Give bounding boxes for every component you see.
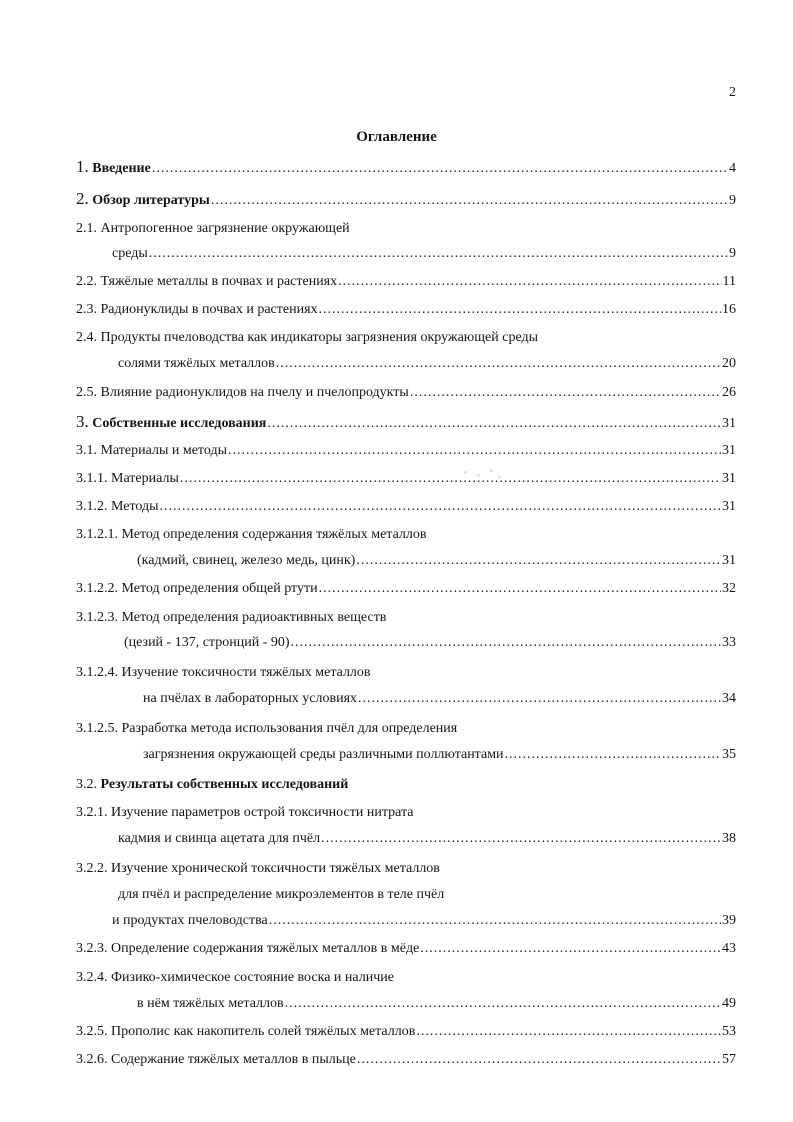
toc-leader-dots bbox=[420, 940, 721, 958]
toc-entry-line: 3.1.2.4. Изучение токсичности тяжёлых металлов bbox=[76, 665, 371, 680]
toc-entry-title: Введение bbox=[92, 161, 151, 176]
toc-entry-3-2-2 bbox=[112, 912, 736, 930]
toc-entry-3-2-3 bbox=[76, 940, 736, 958]
toc-entry-title: солями тяжёлых металлов bbox=[118, 356, 275, 371]
toc-entry-line: 3.1.2.1. Метод определения содержания тяжёлых металлов bbox=[76, 527, 427, 542]
toc-entry-3-1-2-5 bbox=[143, 746, 736, 764]
toc-entry-page: 31 bbox=[722, 443, 736, 458]
toc-entry-title: 3.1.2.2. Метод определения общей ртути bbox=[76, 581, 318, 596]
toc-entry-page: 49 bbox=[722, 996, 736, 1011]
toc-entry-2-5 bbox=[76, 384, 736, 402]
toc-entry-page: 38 bbox=[722, 831, 736, 846]
toc-entry-line: 2.1. Антропогенное загрязнение окружающей bbox=[76, 221, 350, 236]
toc-entry-title: 2.3. Радионуклиды в почвах и растениях bbox=[76, 302, 318, 317]
toc-entry-3-1-2-1 bbox=[137, 552, 736, 570]
toc-leader-dots bbox=[228, 442, 721, 460]
toc-entry-literature-review bbox=[76, 190, 736, 210]
toc-entry-page: 11 bbox=[722, 274, 736, 289]
toc-entry-3-1-2-3 bbox=[124, 634, 736, 652]
toc-entry-title: 2.5. Влияние радионуклидов на пчелу и пчелопродукты bbox=[76, 385, 409, 400]
toc-leader-dots bbox=[321, 830, 721, 848]
toc-entry-page: 31 bbox=[722, 499, 736, 514]
toc-entry-line: 3.2.1. Изучение параметров острой токсичности нитрата bbox=[76, 805, 414, 820]
toc-leader-dots bbox=[416, 1023, 721, 1041]
toc-entry-line: для пчёл и распределение микроэлементов в теле пчёл bbox=[118, 887, 445, 902]
toc-entry-line: 3.1.2.5. Разработка метода использования пчёл для определения bbox=[76, 721, 458, 736]
toc-leader-dots bbox=[358, 690, 721, 708]
toc-entry-3-2-5 bbox=[76, 1023, 736, 1041]
toc-entry-title: 3.2.6. Содержание тяжёлых металлов в пыльце bbox=[76, 1052, 356, 1067]
toc-entry-title: кадмия и свинца ацетата для пчёл bbox=[118, 831, 321, 846]
toc-entry-title: 3.1.2. Методы bbox=[76, 499, 159, 514]
toc-leader-dots bbox=[410, 384, 721, 402]
toc-entry-page: 53 bbox=[722, 1024, 736, 1039]
page-number: 2 bbox=[729, 85, 736, 100]
toc-entry-page: 9 bbox=[729, 246, 736, 261]
toc-leader-dots bbox=[285, 995, 721, 1013]
toc-leader-dots bbox=[356, 552, 721, 570]
toc-entry-3-1-2 bbox=[76, 498, 736, 516]
toc-entry-number: 1. bbox=[76, 157, 89, 176]
toc-entry-number: 3.2. bbox=[76, 777, 97, 792]
toc-entry-page: 20 bbox=[722, 356, 736, 371]
toc-entry-page: 9 bbox=[729, 193, 736, 208]
toc-entry-line: 3.2.4. Физико-химическое состояние воска и наличие bbox=[76, 970, 394, 985]
toc-entry-page: 57 bbox=[722, 1052, 736, 1067]
toc-leader-dots bbox=[357, 1051, 721, 1069]
toc-entry-3-1-2-2 bbox=[76, 580, 736, 598]
toc-entry-page: 33 bbox=[722, 635, 736, 650]
toc-entry-title: 3.2.3. Определение содержания тяжёлых металлов в мёде bbox=[76, 941, 420, 956]
toc-entry-page: 16 bbox=[722, 302, 736, 317]
toc-leader-dots bbox=[267, 415, 721, 433]
toc-leader-dots bbox=[149, 245, 728, 263]
toc-leader-dots bbox=[269, 912, 721, 930]
toc-entry-title: (цезий - 137, стронций - 90) bbox=[124, 635, 290, 650]
toc-leader-dots bbox=[505, 746, 721, 764]
toc-entry-title: Обзор литературы bbox=[92, 193, 210, 208]
toc-entry-page: 4 bbox=[729, 161, 736, 176]
toc-leader-dots bbox=[152, 160, 728, 178]
toc-entry-introduction bbox=[76, 158, 736, 178]
toc-entry-line: 2.4. Продукты пчеловодства как индикаторы загрязнения окружающей среды bbox=[76, 330, 539, 345]
toc-entry-3-2-1 bbox=[118, 830, 736, 848]
toc-entry-number: 2. bbox=[76, 189, 89, 208]
toc-entry-2-4 bbox=[118, 355, 736, 373]
toc-entry-page: 26 bbox=[722, 385, 736, 400]
toc-entry-page: 32 bbox=[722, 581, 736, 596]
toc-entry-3-2-6 bbox=[76, 1051, 736, 1069]
toc-entry-2-1 bbox=[112, 245, 736, 263]
toc-entry-3-1-1 bbox=[76, 470, 736, 488]
toc-leader-dots bbox=[291, 634, 721, 652]
toc-entry-page: 35 bbox=[722, 747, 736, 762]
toc-entry-number: 3. bbox=[76, 412, 89, 431]
toc-entry-title: среды bbox=[112, 246, 148, 261]
toc-entry-3-1 bbox=[76, 442, 736, 460]
toc-leader-dots bbox=[180, 470, 721, 488]
toc-leader-dots bbox=[276, 355, 721, 373]
toc-entry-3-2-4 bbox=[137, 995, 736, 1013]
toc-entry-title: на пчёлах в лабораторных условиях bbox=[143, 691, 358, 706]
scan-artifact bbox=[455, 466, 507, 482]
toc-entry-2-3 bbox=[76, 301, 736, 319]
toc-leader-dots bbox=[211, 192, 728, 210]
toc-entry-page: 43 bbox=[722, 941, 736, 956]
toc-leader-dots bbox=[160, 498, 721, 516]
toc-entry-page: 34 bbox=[722, 691, 736, 706]
toc-entry-line: 3.1.2.3. Метод определения радиоактивных веществ bbox=[76, 610, 387, 625]
toc-entry-page: 31 bbox=[722, 471, 736, 486]
toc-entry-3-1-2-4 bbox=[143, 690, 736, 708]
page-title: Оглавление bbox=[356, 129, 437, 145]
toc-entry-title: Собственные исследования bbox=[92, 416, 267, 431]
toc-entry-title: и продуктах пчеловодства bbox=[112, 913, 268, 928]
toc-section-results bbox=[76, 776, 348, 794]
toc-entry-title: (кадмий, свинец, железо медь, цинк) bbox=[137, 553, 356, 568]
toc-leader-dots bbox=[338, 273, 721, 291]
toc-entry-title: 2.2. Тяжёлые металлы в почвах и растениях bbox=[76, 274, 338, 289]
toc-entry-title: 3.2.5. Прополис как накопитель солей тяжёлых металлов bbox=[76, 1024, 416, 1039]
toc-entry-title: 3.1.1. Материалы bbox=[76, 471, 179, 486]
toc-entry-title: Результаты собственных исследований bbox=[100, 777, 349, 792]
toc-entry-2-2 bbox=[76, 273, 736, 291]
toc-entry-line: 3.2.2. Изучение хронической токсичности тяжёлых металлов bbox=[76, 861, 440, 876]
toc-entry-page: 31 bbox=[722, 416, 736, 431]
toc-entry-title: в нём тяжёлых металлов bbox=[137, 996, 284, 1011]
toc-entry-own-research bbox=[76, 413, 736, 433]
toc-entry-page: 39 bbox=[722, 913, 736, 928]
toc-leader-dots bbox=[319, 301, 721, 319]
toc-entry-title: загрязнения окружающей среды различными поллютантами bbox=[143, 747, 504, 762]
toc-leader-dots bbox=[319, 580, 721, 598]
toc-entry-page: 31 bbox=[722, 553, 736, 568]
toc-entry-title: 3.1. Материалы и методы bbox=[76, 443, 227, 458]
